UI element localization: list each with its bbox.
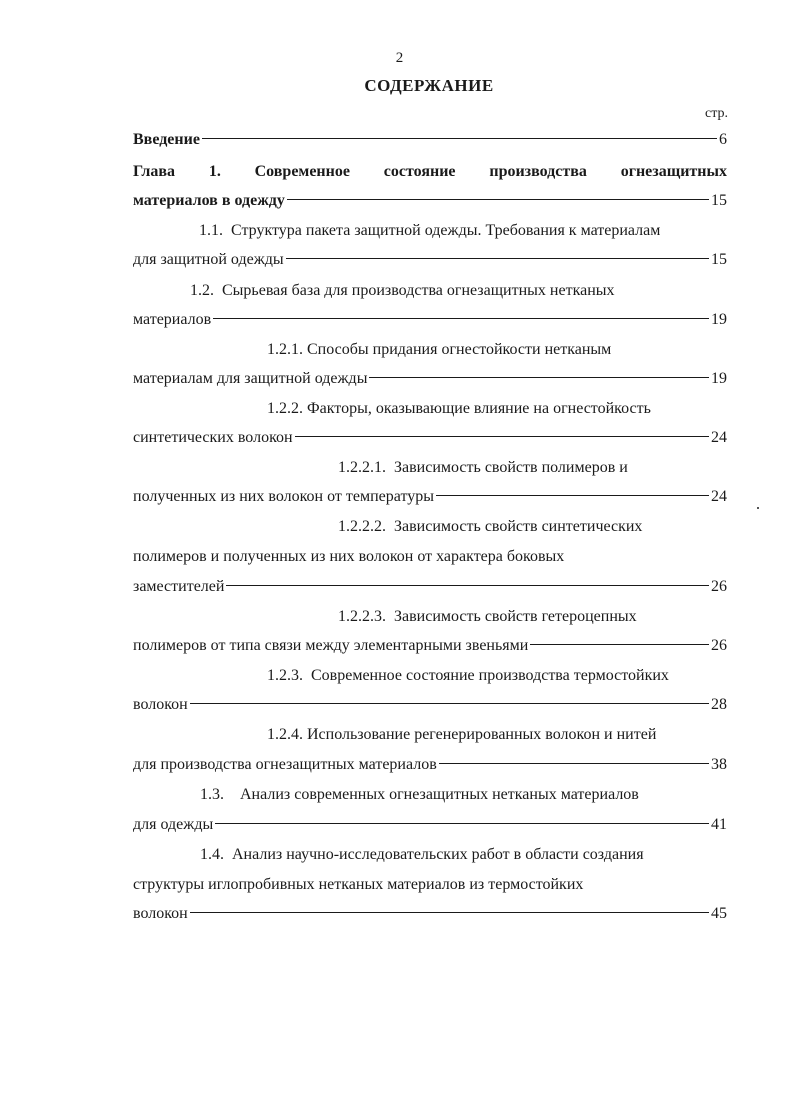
toc-entry-label: волокон: [133, 696, 188, 713]
toc-page-number: 26: [711, 578, 727, 595]
toc-page-number: 19: [711, 311, 727, 328]
toc-entry-label: Введение: [133, 131, 200, 148]
toc-word: 1.: [208, 163, 221, 180]
toc-entry-label: 1.2.4. Использование регенерированных волокон и нитей: [267, 726, 657, 743]
toc-entry-1-2-2-1-heading: [338, 453, 727, 483]
toc-entry-label: для защитной одежды: [133, 251, 284, 268]
toc-entry-1-2-2: [133, 423, 727, 453]
toc-entry-label: материалам для защитной одежды: [133, 370, 368, 387]
toc-entry-label: полимеров и полученных из них волокон от характера боковых: [133, 548, 565, 565]
toc-entry-label: для производства огнезащитных материалов: [133, 756, 437, 773]
toc-entry-1-2-2-3: [133, 631, 727, 661]
toc-entry-label: 1.2.2. Факторы, оказывающие влияние на огнестойкость: [267, 400, 651, 417]
toc-entry-label: материалов в одежду: [133, 192, 285, 209]
toc-entry-label: 1.2.2.2. Зависимость свойств синтетических: [338, 518, 643, 535]
toc-page-number: 45: [711, 905, 727, 922]
toc-page-number: 26: [711, 637, 727, 654]
toc-entry-label: 1.2.2.3. Зависимость свойств гетероцепных: [338, 608, 637, 625]
scan-speck: [757, 507, 759, 509]
toc-leader-line: [226, 585, 709, 586]
toc-entry-label: 1.2.1. Способы придания огнестойкости нетканым: [267, 341, 612, 358]
page-column-header: стр.: [704, 106, 728, 121]
toc-entry-1-2-heading: [190, 276, 727, 306]
toc-entry-label: 1.4. Анализ научно-исследовательских работ в области создания: [200, 846, 644, 863]
toc-word: огнезащитных: [620, 163, 727, 180]
toc-entry-introduction: [133, 125, 727, 155]
toc-entry-1-2-1-heading: [267, 335, 727, 365]
toc-entry-1-4-heading: [200, 840, 727, 870]
toc-entry-1-2-4: [133, 750, 727, 780]
toc-leader-line: [295, 436, 709, 437]
toc-entry-label: синтетических волокон: [133, 429, 293, 446]
toc-entry-label: 1.1. Структура пакета защитной одежды. Требования к материалам: [199, 222, 661, 239]
toc-entry-1-2: [133, 305, 727, 335]
toc-entry-label: для одежды: [133, 816, 214, 833]
toc-entry-label: структуры иглопробивных нетканых материалов из термостойких: [133, 876, 584, 893]
toc-page-number: 24: [711, 488, 727, 505]
toc-entry-label: заместителей: [133, 578, 225, 595]
toc-leader-line: [190, 912, 709, 913]
toc-leader-line: [369, 377, 709, 378]
toc-leader-line: [213, 318, 709, 319]
page-number: 2: [395, 50, 404, 66]
toc-page-number: 38: [711, 756, 727, 773]
toc-leader-line: [287, 199, 709, 200]
toc-entry-label: полимеров от типа связи между элементарными звеньями: [133, 637, 529, 654]
toc-entry-label: материалов: [133, 311, 212, 328]
toc-entry-1-3-heading: [200, 780, 727, 810]
toc-leader-line: [202, 138, 717, 139]
toc-leader-line: [215, 823, 709, 824]
toc-page-number: 15: [711, 251, 727, 268]
toc-entry-1-1-heading: [199, 216, 727, 246]
toc-entry-1-3: [133, 810, 727, 840]
toc-page-number: 6: [719, 131, 727, 148]
toc-chapter-1-heading: [133, 157, 727, 187]
toc-entry-chapter-1: [133, 186, 727, 216]
toc-entry-1-2-2-1: [133, 482, 727, 512]
toc-page-number: 24: [711, 429, 727, 446]
toc-entry-label: 1.2. Сырьевая база для производства огнезащитных нетканых: [190, 282, 615, 299]
toc-word: Глава: [133, 163, 175, 180]
toc-leader-line: [439, 763, 709, 764]
toc-entry-1-2-2-2-heading: [338, 512, 727, 542]
toc-page-number: 41: [711, 816, 727, 833]
toc-entry-1-2-3: [133, 690, 727, 720]
toc-leader-line: [436, 495, 709, 496]
toc-leader-line: [190, 703, 709, 704]
toc-leader-line: [530, 644, 709, 645]
toc-entry-1-4-continuation: [133, 870, 727, 900]
toc-entry-1-2-2-3-heading: [338, 602, 727, 632]
toc-entry-1-2-3-heading: [267, 661, 727, 691]
toc-page-number: 28: [711, 696, 727, 713]
toc-word: Современное: [254, 163, 350, 180]
toc-entry-1-2-2-heading: [267, 394, 727, 424]
toc-entry-label: волокон: [133, 905, 188, 922]
toc-entry-1-4: [133, 899, 727, 929]
toc-leader-line: [286, 258, 709, 259]
toc-page-number: 19: [711, 370, 727, 387]
toc-word: состояние: [383, 163, 456, 180]
toc-entry-1-2-2-2-continuation: [133, 542, 727, 572]
toc-entry-1-2-1: [133, 364, 727, 394]
toc-entry-label: 1.2.2.1. Зависимость свойств полимеров и: [338, 459, 628, 476]
toc-entry-1-2-2-2: [133, 572, 727, 602]
toc-entry-label: 1.2.3. Современное состояние производства термостойких: [267, 667, 669, 684]
toc-entry-1-2-4-heading: [267, 720, 727, 750]
toc-entry-1-1: [133, 245, 727, 275]
toc-entry-label: 1.3. Анализ современных огнезащитных нетканых материалов: [200, 786, 639, 803]
toc-entry-label: полученных из них волокон от температуры: [133, 488, 434, 505]
toc-word: производства: [489, 163, 587, 180]
page-title: СОДЕРЖАНИЕ: [364, 76, 494, 95]
toc-page-number: 15: [711, 192, 727, 209]
